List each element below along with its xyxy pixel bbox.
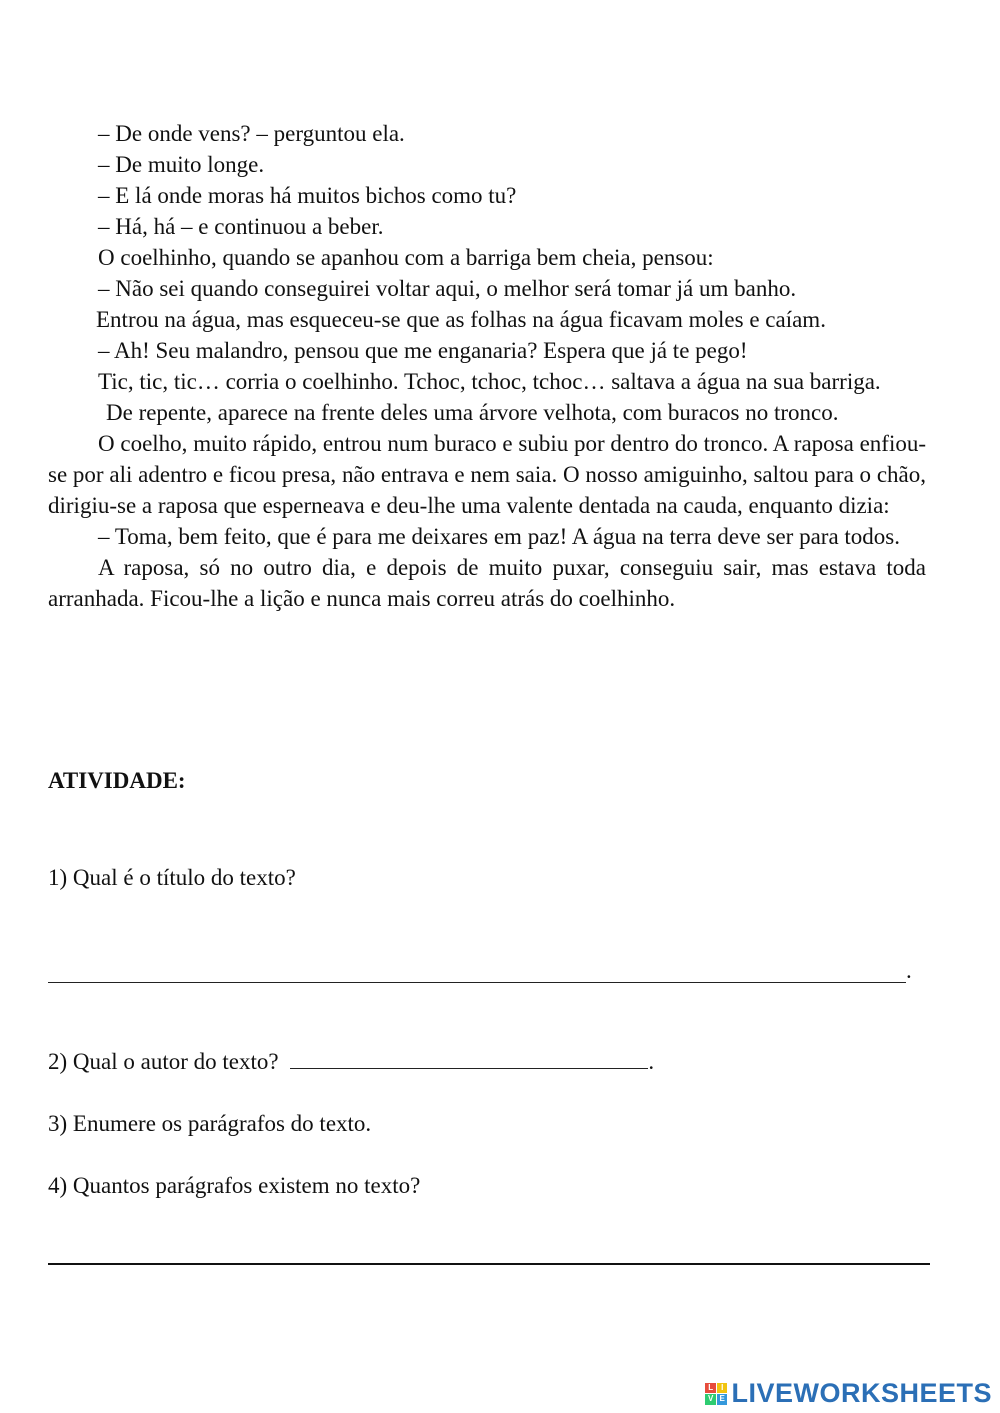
- story-paragraph: – E lá onde moras há muitos bichos como tu?: [98, 183, 517, 208]
- logo-letter-v: V: [705, 1394, 716, 1405]
- liveworksheets-logo: [705, 1378, 992, 1409]
- liveworksheets-logo-icon: [705, 1383, 727, 1405]
- story-text: [48, 118, 926, 614]
- question-3: 3) Enumere os parágrafos do texto.: [48, 1111, 372, 1136]
- story-paragraph: – Não sei quando conseguirei voltar aqui, o melhor será tomar já um banho.: [98, 276, 797, 301]
- answer-line-2[interactable]: [290, 1046, 648, 1069]
- answer-line-4[interactable]: [48, 1263, 930, 1265]
- activity-heading: ATIVIDADE:: [48, 768, 186, 793]
- story-paragraph: Tic, tic, tic… corria o coelhinho. Tchoc, tchoc, tchoc… saltava a água na sua barriga.: [98, 369, 881, 394]
- story-paragraph: O coelhinho, quando se apanhou com a barriga bem cheia, pensou:: [98, 245, 714, 270]
- question-2: 2) Qual o autor do texto?: [48, 1049, 279, 1074]
- question-4: 4) Quantos parágrafos existem no texto?: [48, 1173, 421, 1198]
- logo-letter-e: E: [717, 1394, 728, 1405]
- story-paragraph: – Toma, bem feito, que é para me deixares em paz! A água na terra deve ser para todos.: [98, 524, 900, 549]
- story-paragraph: – De muito longe.: [98, 152, 265, 177]
- answer-line-1-period: .: [906, 958, 912, 983]
- story-paragraph: O coelho, muito rápido, entrou num buraco e subiu por dentro do tronco. A raposa enfiou-se por ali adentro e ficou presa, não entrava e nem saia. O nosso amiguinho, saltou para o chão, dirigiu-se a raposa que esperneava e deu-lhe uma valente dentada na cauda, enquanto dizia:: [48, 431, 926, 518]
- question-1: 1) Qual é o título do texto?: [48, 865, 296, 890]
- answer-line-2-period: .: [648, 1049, 655, 1074]
- answer-line-1[interactable]: [48, 982, 906, 983]
- question-2-row: [48, 1046, 654, 1077]
- story-paragraph: – Há, há – e continuou a beber.: [98, 214, 384, 239]
- story-paragraph: – De onde vens? – perguntou ela.: [98, 121, 405, 146]
- story-paragraph: De repente, aparece na frente deles uma árvore velhota, com buracos no tronco.: [106, 400, 839, 425]
- logo-letter-i: I: [717, 1383, 728, 1394]
- story-paragraph: Entrou na água, mas esqueceu-se que as folhas na água ficavam moles e caíam.: [96, 307, 826, 332]
- liveworksheets-brand-text: LIVEWORKSHEETS: [731, 1378, 992, 1408]
- logo-letter-l: L: [705, 1383, 716, 1394]
- story-paragraph: – Ah! Seu malandro, pensou que me enganaria? Espera que já te pego!: [98, 338, 748, 363]
- story-paragraph: A raposa, só no outro dia, e depois de muito puxar, conseguiu sair, mas estava toda arranhada. Ficou-lhe a lição e nunca mais correu atrás do coelhinho.: [48, 555, 926, 611]
